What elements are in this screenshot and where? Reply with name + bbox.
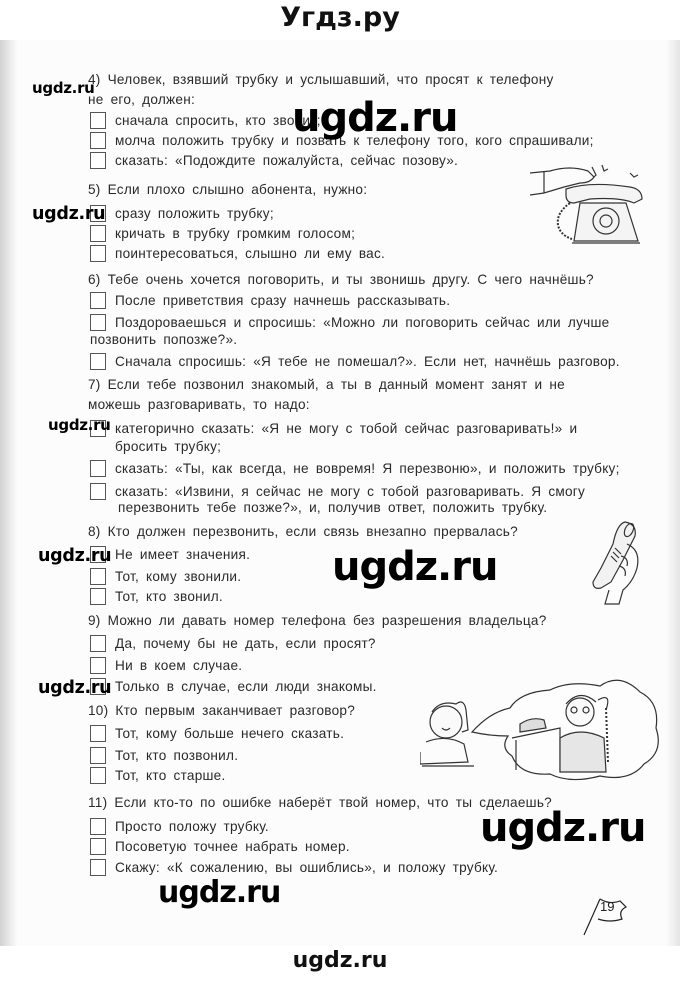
option-label: Да, почему бы не дать, если просят? xyxy=(115,635,376,651)
page-number-flag xyxy=(580,893,630,937)
option-label: Просто положу трубку. xyxy=(115,818,269,834)
footer-watermark: ugdz.ru xyxy=(292,948,388,973)
option-label: молча положить трубку и позвать к телефону того, кого спрашивали; xyxy=(115,132,594,148)
question-7-option-1-cont: бросить трубку; xyxy=(115,439,222,454)
question-6-option-1[interactable] xyxy=(90,290,450,310)
question-8-option-1[interactable] xyxy=(90,544,250,564)
question-6-option-3[interactable] xyxy=(90,351,620,371)
checkbox[interactable] xyxy=(90,353,106,370)
question-9-text: 9) Можно ли давать номер телефона без разрешения владельца? xyxy=(88,613,547,628)
checkbox[interactable] xyxy=(90,225,106,242)
site-header: Угдз.ру xyxy=(280,2,400,33)
question-4-text: 4) Человек, взявший трубку и услышавший, что просят к телефону xyxy=(88,72,554,87)
option-label: сказать: «Ты, как всегда, не вовремя! Я перезвоню», и положить трубку; xyxy=(115,460,620,476)
question-6-option-2-cont: позвонить попозже?». xyxy=(90,332,238,347)
question-7-option-2[interactable] xyxy=(90,458,620,478)
option-label: Скажу: «К сожалению, вы ошиблись», и положу трубку. xyxy=(115,859,499,875)
watermark-small: ugdz.ru xyxy=(38,678,112,698)
rotary-phone-illustration xyxy=(530,163,660,253)
question-10-option-2[interactable] xyxy=(90,745,238,765)
option-label: сразу положить трубку; xyxy=(115,205,274,221)
question-6-text: 6) Тебе очень хочется поговорить, и ты звонишь другу. С чего начнёшь? xyxy=(88,272,594,287)
watermark-small: ugdz.ru xyxy=(48,416,111,434)
option-label: Только в случае, если люди знакомы. xyxy=(115,678,377,694)
question-5-option-2[interactable] xyxy=(90,223,355,243)
question-5-option-1[interactable] xyxy=(90,203,274,223)
option-label: Ни в коем случае. xyxy=(115,657,243,673)
question-5-option-3[interactable] xyxy=(90,243,385,263)
checkbox[interactable] xyxy=(90,483,106,500)
checkbox[interactable] xyxy=(90,657,106,674)
option-label: Поздороваешься и спросишь: «Можно ли поговорить сейчас или лучше xyxy=(115,314,610,330)
question-5-text: 5) Если плохо слышно абонента, нужно: xyxy=(88,182,368,197)
checkbox[interactable] xyxy=(90,132,106,149)
question-11-option-2[interactable] xyxy=(90,836,350,856)
option-label: сказать: «Извини, я сейчас не могу с тобой разговаривать. Я смогу xyxy=(115,483,586,499)
option-label: Тот, кому звонили. xyxy=(115,568,242,584)
checkbox[interactable] xyxy=(90,568,106,585)
option-label: Тот, кто позвонил. xyxy=(115,747,239,763)
question-10-option-3[interactable] xyxy=(90,765,226,785)
option-label: Не имеет значения. xyxy=(115,546,251,562)
question-8-option-3[interactable] xyxy=(90,586,223,606)
watermark-small: ugdz.ru xyxy=(32,79,95,97)
checkbox[interactable] xyxy=(90,747,106,764)
option-label: категорично сказать: «Я не могу с тобой сейчас разговаривать!» и xyxy=(115,420,578,436)
watermark-medium: ugdz.ru xyxy=(158,875,281,910)
question-9-option-1[interactable] xyxy=(90,633,376,653)
checkbox[interactable] xyxy=(90,725,106,742)
question-10-option-1[interactable] xyxy=(90,723,344,743)
watermark-large: ugdz.ru xyxy=(332,544,498,590)
question-11-option-3[interactable] xyxy=(90,857,498,877)
question-4-option-3[interactable] xyxy=(90,150,458,170)
girl-and-grandma-illustration xyxy=(420,652,670,787)
watermark-small: ugdz.ru xyxy=(32,204,106,224)
checkbox[interactable] xyxy=(90,838,106,855)
option-label: сначала спросить, кто звонит; xyxy=(115,112,321,128)
watermark-large: ugdz.ru xyxy=(292,95,458,141)
checkbox[interactable] xyxy=(90,859,106,876)
question-9-option-3[interactable] xyxy=(90,676,377,696)
question-8-option-2[interactable] xyxy=(90,566,241,586)
question-4-option-1[interactable] xyxy=(90,110,321,130)
question-7-option-1[interactable] xyxy=(90,418,577,438)
checkbox[interactable] xyxy=(90,152,106,169)
checkbox[interactable] xyxy=(90,460,106,477)
checkbox[interactable] xyxy=(90,245,106,262)
option-label: поинтересоваться, слышно ли ему вас. xyxy=(115,245,386,261)
checkbox[interactable] xyxy=(90,588,106,605)
question-6-option-2[interactable] xyxy=(90,312,609,332)
checkbox[interactable] xyxy=(90,635,106,652)
option-label: Тот, кто звонил. xyxy=(115,588,223,604)
checkbox[interactable] xyxy=(90,112,106,129)
handset-illustration xyxy=(575,520,650,610)
checkbox[interactable] xyxy=(90,818,106,835)
question-8-text: 8) Кто должен перезвонить, если связь внезапно прервалась? xyxy=(88,524,518,539)
checkbox[interactable] xyxy=(90,292,106,309)
question-11-text: 11) Если кто-то по ошибке наберёт твой номер, что ты сделаешь? xyxy=(88,795,552,810)
question-9-option-2[interactable] xyxy=(90,655,242,675)
option-label: сказать: «Подождите пожалуйста, сейчас позову». xyxy=(115,152,459,168)
question-7-text-cont: можешь разговаривать, то надо: xyxy=(88,397,310,412)
question-10-text: 10) Кто первым заканчивает разговор? xyxy=(88,703,356,718)
checkbox[interactable] xyxy=(90,767,106,784)
watermark-small: ugdz.ru xyxy=(38,546,112,566)
option-label: Посоветую точнее набрать номер. xyxy=(115,838,350,854)
page-number: 19 xyxy=(600,899,615,914)
question-7-text: 7) Если тебе позвонил знакомый, а ты в данный момент занят и не xyxy=(88,377,565,392)
checkbox[interactable] xyxy=(90,314,106,331)
option-label: Тот, кто старше. xyxy=(115,767,226,783)
question-7-option-3-cont: перезвонить тебе позже?», и, получив ответ, положить трубку. xyxy=(118,500,548,515)
option-label: Сначала спросишь: «Я тебе не помешал?». Если нет, начнёшь разговор. xyxy=(115,353,620,369)
question-11-option-1[interactable] xyxy=(90,816,269,836)
option-label: Тот, кому больше нечего сказать. xyxy=(115,725,345,741)
option-label: кричать в трубку громким голосом; xyxy=(115,225,356,241)
option-label: После приветствия сразу начнешь рассказывать. xyxy=(115,292,451,308)
question-4-text-cont: не его, должен: xyxy=(88,92,195,107)
watermark-large: ugdz.ru xyxy=(480,805,646,851)
